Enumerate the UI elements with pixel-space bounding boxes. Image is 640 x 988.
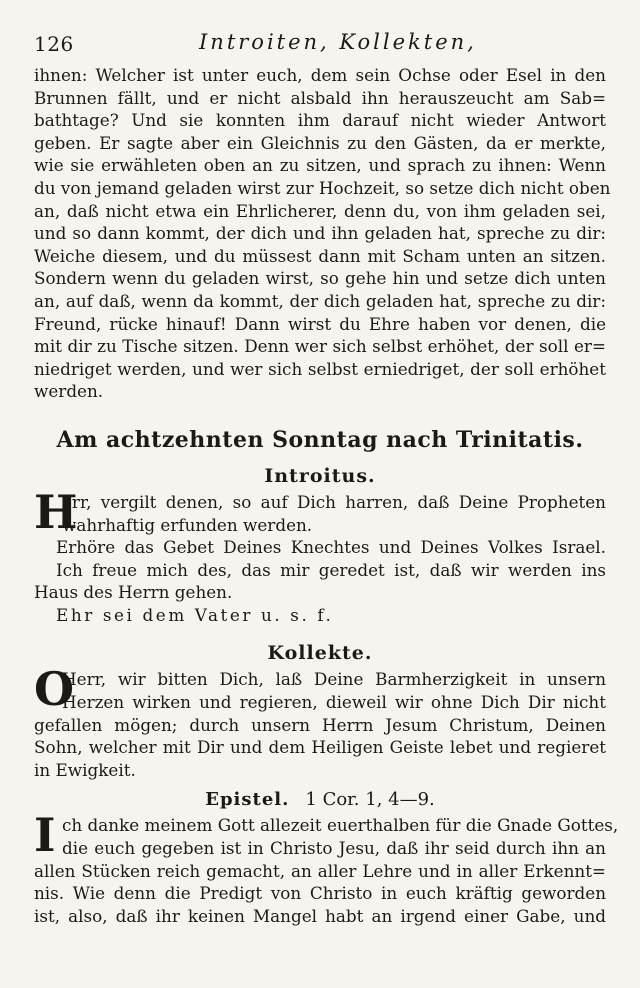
text-line: ch danke meinem Gott allezeit euerthalben für die Gnade Gottes, — [62, 815, 619, 836]
book-page — [34, 30, 619, 927]
page-number: 126 — [34, 32, 74, 56]
text-line: gefallen mögen; durch unsern Herrn Jesum Christum, Deinen — [34, 714, 606, 735]
text-line: nis. Wie denn die Predigt von Christo in euch kräftig geworden — [34, 883, 606, 904]
text-line: du von jemand geladen wirst zur Hochzeit, so setze dich nicht oben — [34, 177, 611, 198]
kollekte-block — [34, 662, 606, 781]
text-line: in Ewigkeit. — [34, 759, 136, 780]
drop-cap: O — [34, 662, 75, 717]
text-line: Freund, rücke hinauf! Dann wirst du Ehre haben vor denen, die — [34, 313, 606, 334]
text-line: geben. Er sagte aber ein Gleichnis zu den Gästen, da er merkte, — [34, 132, 606, 153]
text-line: die euch gegeben ist in Christo Jesu, daß ihr seid durch ihn an — [62, 838, 606, 859]
text-line: Erhöre das Gebet Deines Knechtes und Deines Volkes Israel. — [56, 537, 606, 558]
text-line: mit dir zu Tische sitzen. Denn wer sich selbst erhöhet, der soll er= — [34, 336, 606, 357]
text-line: Sondern wenn du geladen wirst, so gehe hin und setze dich unten — [34, 268, 606, 289]
text-line: ist, also, daß ihr keinen Mangel habt an irgend einer Gabe, und — [34, 905, 606, 926]
text-line: err, vergilt denen, so auf Dich harren, daß Deine Propheten — [62, 491, 606, 512]
text-line: niedriget werden, und wer sich selbst erniedriget, der soll erhöhet — [34, 358, 606, 379]
text-line: Herr, wir bitten Dich, laß Deine Barmherzigkeit in unsern — [62, 669, 606, 690]
epistel-block — [34, 808, 619, 927]
preceding-gospel-text — [34, 64, 611, 403]
epistel-title: Epistel. — [205, 789, 290, 811]
text-line: Haus des Herrn gehen. — [34, 582, 233, 603]
text-line: allen Stücken reich gemacht, an aller Lehre und in aller Erkennt= — [34, 860, 606, 881]
gloria-patri: Ehr sei dem Vater u. s. f. — [56, 604, 334, 625]
drop-cap: I — [34, 808, 56, 863]
text-line: Brunnen fällt, und er nicht alsbald ihn herauszeucht am Sab= — [34, 87, 606, 108]
text-line: werden. — [34, 381, 104, 402]
text-line: an, daß nicht etwa ein Ehrlicherer, denn du, von ihm geladen sei, — [34, 200, 606, 221]
page-header — [34, 30, 606, 64]
text-line: wahrhaftig erfunden werden. — [62, 514, 313, 535]
text-line: bathtage? Und sie konnten ihm darauf nicht wieder Antwort — [34, 110, 606, 131]
sunday-heading: Am achtzehnten Sonntag nach Trinitatis. — [56, 426, 584, 453]
text-line: ihnen: Welcher ist unter euch, dem sein Ochse oder Esel in den — [34, 65, 606, 85]
text-line: Weiche diesem, und du müssest dann mit Scham unten an sitzen. — [34, 245, 606, 266]
drop-cap: H — [34, 484, 78, 539]
text-line: und so dann kommt, der dich und ihn geladen hat, spreche zu dir: — [34, 223, 606, 244]
text-line: Herzen wirken und regieren, dieweil wir ohne Dich Dir nicht — [62, 692, 606, 713]
running-title: Introiten, Kollekten, — [199, 30, 477, 54]
epistel-reference: 1 Cor. 1, 4—9. — [305, 789, 435, 811]
text-line: an, auf daß, wenn da kommt, der dich geladen hat, spreche zu dir: — [34, 290, 606, 311]
introitus-heading: Introitus. — [264, 464, 376, 487]
text-line: wie sie erwähleten oben an zu sitzen, und sprach zu ihnen: Wenn — [34, 155, 606, 176]
introitus-block — [34, 484, 606, 627]
text-line: Ich freue mich des, das mir geredet ist, daß wir werden ins — [56, 559, 606, 580]
kollekte-heading: Kollekte. — [267, 642, 373, 665]
text-line: Sohn, welcher mit Dir und dem Heiligen Geiste lebet und regieret — [34, 737, 606, 758]
epistel-heading — [34, 789, 606, 810]
